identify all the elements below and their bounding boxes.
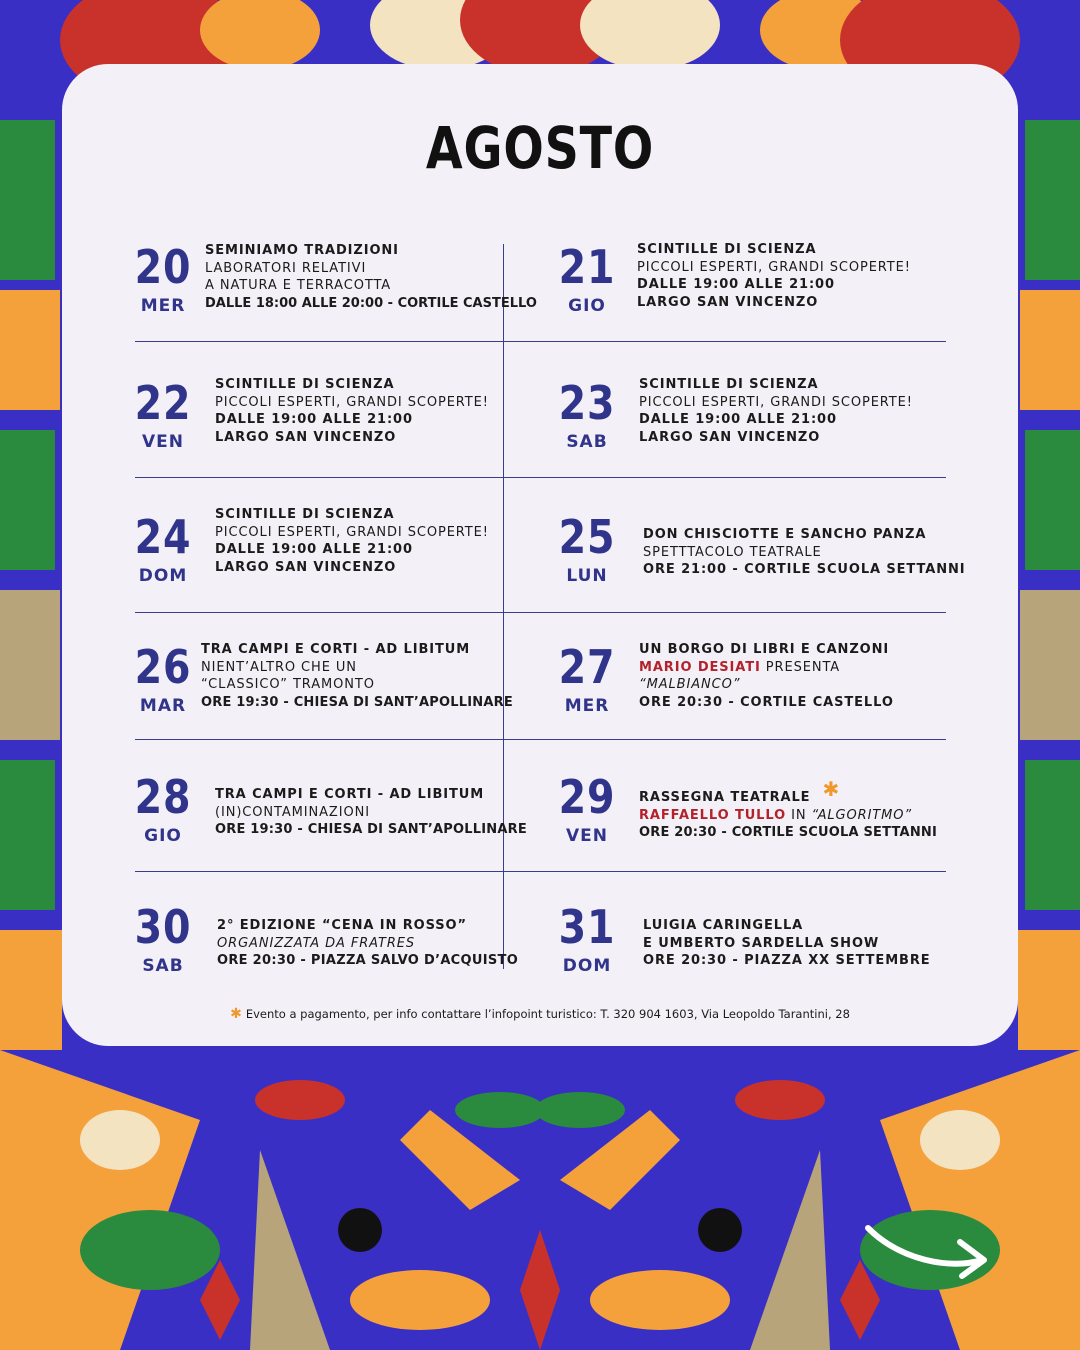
event-date [128, 640, 198, 716]
event-time-place: ORE 19:30 - CHIESA DI SANT’APOLLINARE [215, 822, 527, 837]
event-time-place: ORE 20:30 - CORTILE CASTELLO [639, 694, 894, 710]
event-title: SCINTILLE DI SCIENZA [637, 242, 817, 257]
arrow-right-icon[interactable] [860, 1210, 1000, 1290]
event-details [201, 641, 513, 711]
event-title: E UMBERTO SARDELLA SHOW [643, 935, 880, 951]
event-time-place: ORE 20:30 - PIAZZA SALVO D’ACQUISTO [217, 953, 519, 968]
event-details [217, 917, 518, 970]
row-divider [135, 871, 946, 872]
footnote-text: Evento a pagamento, per info contattare l’infopoint turistico: T. 320 904 1603, Via Leopoldo Tarantini, 28 [245, 1007, 850, 1021]
day-number: 23 [558, 376, 616, 430]
event-work-title: “MALBIANCO” [639, 677, 741, 692]
page-title: AGOSTO [425, 114, 655, 182]
event-subtitle: PICCOLI ESPERTI, GRANDI SCOPERTE! [215, 524, 489, 540]
event-date [552, 640, 622, 716]
event-details [215, 376, 489, 446]
event-subtitle: ORGANIZZATA DA FRATRES [217, 935, 416, 951]
event-time: DALLE 19:00 ALLE 21:00 [215, 542, 413, 557]
day-number: 21 [558, 240, 616, 294]
event-title: SCINTILLE DI SCIENZA [215, 377, 395, 392]
day-of-week: SAB [566, 432, 608, 452]
event-title: LUIGIA CARINGELLA [643, 918, 804, 933]
day-of-week: DOM [138, 566, 188, 586]
day-of-week: GIO [144, 826, 182, 846]
event-time-place: DALLE 18:00 ALLE 20:00 - CORTILE CASTELLO [205, 295, 537, 311]
event-date [552, 770, 622, 846]
event-date [128, 376, 198, 452]
day-of-week: VEN [142, 432, 184, 452]
day-number: 31 [558, 900, 616, 954]
event-title: UN BORGO DI LIBRI E CANZONI [639, 642, 890, 657]
event-subtitle: “CLASSICO” TRAMONTO [201, 677, 375, 692]
event-time: DALLE 19:00 ALLE 21:00 [637, 277, 835, 292]
event-place: LARGO SAN VINCENZO [637, 294, 819, 310]
day-of-week: MER [140, 296, 186, 316]
day-of-week: LUN [566, 566, 608, 586]
event-date [128, 900, 198, 976]
row-divider [135, 739, 946, 740]
event-date [128, 770, 198, 846]
day-number: 26 [134, 640, 192, 694]
event-details [643, 526, 966, 579]
event-place: LARGO SAN VINCENZO [215, 429, 397, 445]
day-number: 20 [134, 240, 192, 294]
footnote [62, 1006, 1018, 1022]
event-title: TRA CAMPI E CORTI - AD LIBITUM [215, 787, 485, 802]
event-title: SEMINIAMO TRADIZIONI [205, 243, 399, 258]
day-of-week: VEN [566, 826, 608, 846]
column-divider [503, 244, 504, 969]
event-details [639, 376, 913, 446]
day-of-week: DOM [562, 956, 612, 976]
event-details [215, 786, 527, 839]
event-highlight-name: RAFFAELLO TULLO [639, 807, 787, 823]
event-subtitle: PRESENTA [765, 659, 841, 675]
event-date [128, 240, 198, 316]
asterisk-icon: ✱ [822, 777, 841, 801]
day-of-week: SAB [142, 956, 184, 976]
event-title: SCINTILLE DI SCIENZA [639, 377, 819, 392]
event-time-place: ORE 21:00 - CORTILE SCUOLA SETTANNI [643, 562, 966, 577]
event-place: LARGO SAN VINCENZO [639, 429, 821, 445]
event-details [639, 641, 894, 711]
event-details [215, 506, 489, 576]
event-date [552, 240, 622, 316]
day-of-week: MAR [139, 696, 187, 716]
row-divider [135, 477, 946, 478]
asterisk-icon: ✱ [230, 1006, 242, 1022]
event-time: DALLE 19:00 ALLE 21:00 [639, 412, 837, 427]
event-details [205, 242, 537, 312]
row-divider [135, 341, 946, 342]
event-date [552, 510, 622, 586]
event-subtitle: PICCOLI ESPERTI, GRANDI SCOPERTE! [637, 259, 911, 275]
event-place: LARGO SAN VINCENZO [215, 559, 397, 575]
row-divider [135, 612, 946, 613]
day-number: 29 [558, 770, 616, 824]
event-details [637, 241, 911, 311]
event-title: 2° EDIZIONE “CENA IN ROSSO” [217, 918, 467, 933]
day-number: 30 [134, 900, 192, 954]
event-time: DALLE 19:00 ALLE 21:00 [215, 412, 413, 427]
day-number: 27 [558, 640, 616, 694]
event-title: TRA CAMPI E CORTI - AD LIBITUM [201, 642, 471, 657]
event-subtitle: PICCOLI ESPERTI, GRANDI SCOPERTE! [639, 394, 913, 410]
day-of-week: MER [564, 696, 610, 716]
day-number: 24 [134, 510, 192, 564]
event-date [552, 900, 622, 976]
event-subtitle: IN [791, 807, 807, 823]
event-time-place: ORE 20:30 - PIAZZA XX SETTEMBRE [643, 953, 931, 968]
event-subtitle: SPETTTACOLO TEATRALE [643, 544, 822, 560]
day-number: 22 [134, 376, 192, 430]
event-subtitle: NIENT’ALTRO CHE UN [201, 659, 357, 675]
event-details [639, 777, 938, 842]
day-number: 25 [558, 510, 616, 564]
event-subtitle: LABORATORI RELATIVI [205, 260, 367, 276]
event-details [643, 917, 931, 970]
event-time-place: ORE 19:30 - CHIESA DI SANT’APOLLINARE [201, 694, 513, 710]
event-date [552, 376, 622, 452]
event-subtitle: A NATURA E TERRACOTTA [205, 278, 392, 293]
event-title: RASSEGNA TEATRALE [639, 790, 811, 805]
day-number: 28 [134, 770, 192, 824]
event-title: SCINTILLE DI SCIENZA [215, 507, 395, 522]
event-title: DON CHISCIOTTE E SANCHO PANZA [643, 527, 927, 542]
event-date [128, 510, 198, 586]
calendar-card [62, 64, 1018, 1046]
event-time-place: ORE 20:30 - CORTILE SCUOLA SETTANNI [639, 825, 938, 840]
event-work-title: “ALGORITMO” [811, 807, 913, 823]
event-subtitle: (IN)CONTAMINAZIONI [215, 804, 370, 820]
event-highlight-name: MARIO DESIATI [639, 659, 761, 675]
event-subtitle: PICCOLI ESPERTI, GRANDI SCOPERTE! [215, 394, 489, 410]
day-of-week: GIO [568, 296, 606, 316]
